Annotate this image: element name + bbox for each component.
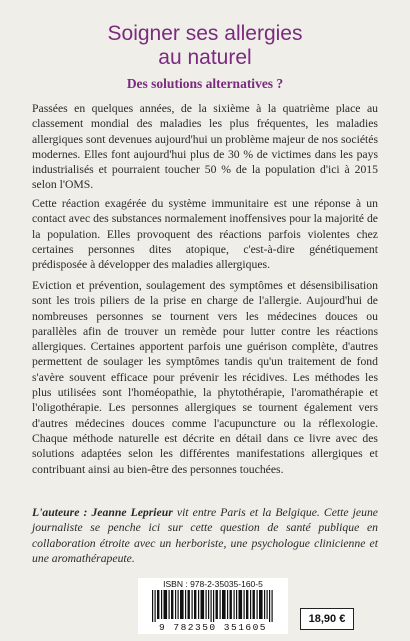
price-sticker: 18,90 € xyxy=(300,608,354,630)
book-title-line1: Soigner ses allergies xyxy=(107,22,303,45)
author-text: vit entre Paris et la Belgique. Cette jeune journaliste se penche ici sur cette question de santé publique en collaboration étroite avec un herboriste, une psychologue clinicienne et une aromathérapeute. xyxy=(32,506,378,565)
paragraph-3: Eviction et prévention, soulagement des symptômes et désensibilisation sont les trois piliers de la prise en charge de l'allergie. Aujourd'hui de nombreuses personnes se tournent vers les médecines douces ou parallèles afin de trouver un remède pour lutter contre les réactions allergiques. Certaines apportent parfois une guérison complète, d'autres permettent de soulager les symptômes tandis qu'un traitement de fond s'avère souvent efficace pour prévenir les récidives. Les méthodes les plus utilisées sont l'homéopathie, la phytothérapie, l'aromathérapie et l'oligothérapie. Les personnes allergiques se tournent également vers d'autres médecines douces comme l'acupuncture ou la réflexologie. Chaque méthode naturelle est décrite en détail dans ce livre avec des solutions adaptées selon les différentes manifestations allergiques et contribuant ainsi au bien-être des personnes touchées. xyxy=(32,279,378,476)
paragraph-2: Cette réaction exagérée du système immunitaire est une réponse à un contact avec des substances normalement inoffensives pour la majorité de la population. Elles provoquent des réactions parfois violentes chez certaines personnes dites atopique, c'est-à-dire génétiquement prédisposée à développer des maladies allergiques. xyxy=(32,197,378,272)
book-subtitle: Des solutions alternatives ? xyxy=(126,76,284,91)
author-blurb xyxy=(32,505,378,566)
isbn-text: ISBN : 978-2-35035-160-5 xyxy=(163,579,263,589)
barcode-bars-icon xyxy=(148,590,278,622)
paragraph-1: Passées en quelques années, de la sixième à la quatrième place au classement mondial des maladies les plus fréquentes, les maladies allergiques sont devenues aujourd'hui un problème majeur de nos sociétés modernes. Elles font aujourd'hui plus de 30 % de victimes dans les pays industrialisés et pourraient toucher 50 % de la population d'ici à 2015 selon l'OMS. xyxy=(32,102,378,192)
barcode xyxy=(138,578,288,634)
barcode-digits: 9 782350 351605 xyxy=(158,622,267,633)
author-label: L'auteure : Jeanne Leprieur xyxy=(32,506,173,519)
book-title-line2: au naturel xyxy=(158,46,252,69)
